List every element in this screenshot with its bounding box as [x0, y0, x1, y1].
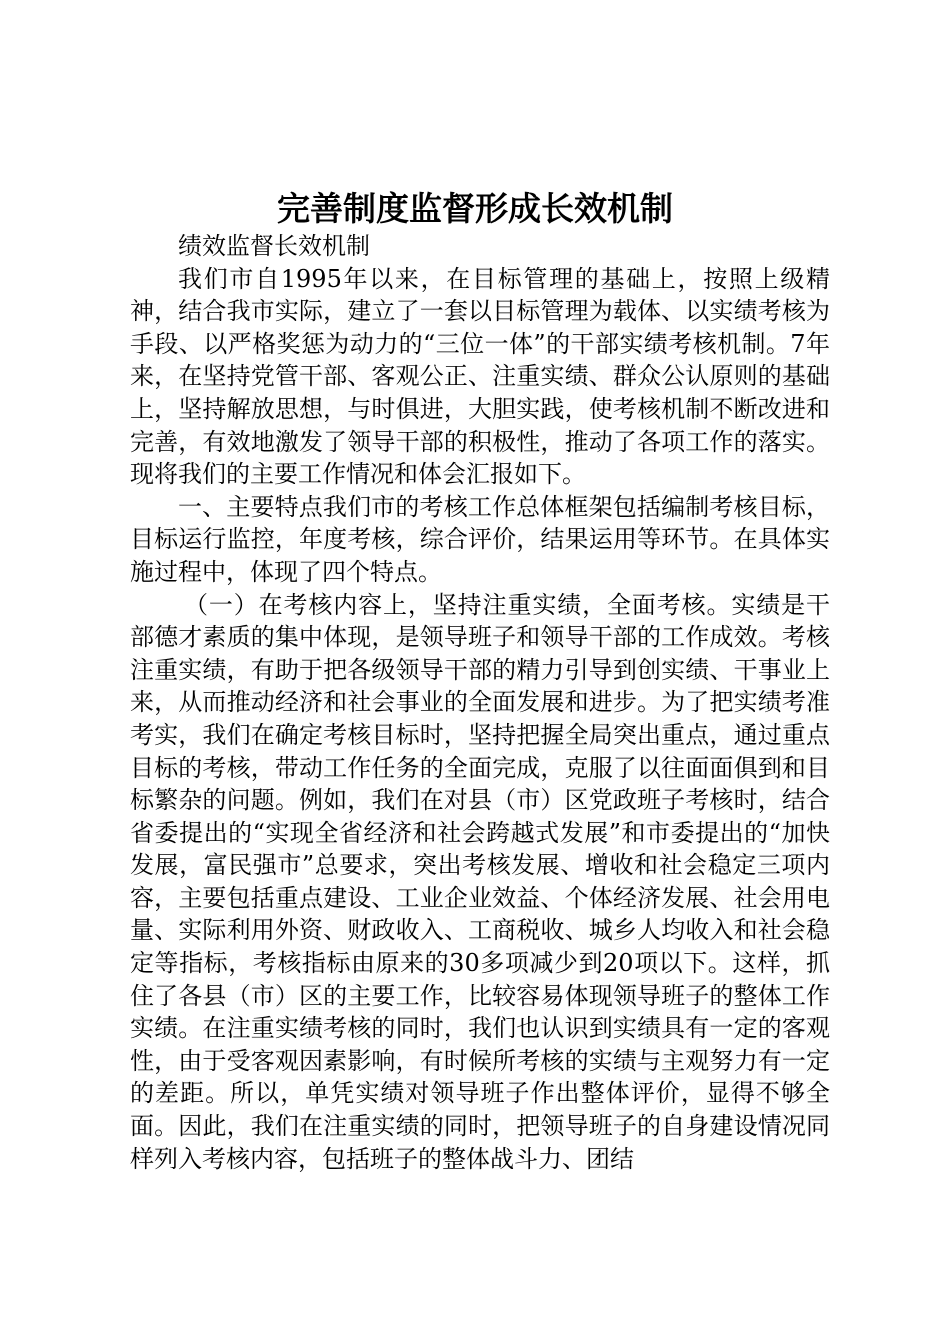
document-subtitle: 绩效监督长效机制: [178, 232, 370, 260]
paragraph-section-one: 一、主要特点我们市的考核工作总体框架包括编制考核目标，目标运行监控，年度考核，综合评价，结果运用等环节。在具体实施过程中，体现了四个特点。: [130, 492, 830, 586]
document-title: 完善制度监督形成长效机制: [277, 189, 673, 228]
paragraph-intro: 我们市自1995年以来，在目标管理的基础上，按照上级精神，结合我市实际，建立了一套以目标管理为载体、以实绩考核为手段、以严格奖惩为动力的“三位一体”的干部实绩考核机制。7年来，在坚持党管干部、客观公正、注重实绩、群众公认原则的基础上，坚持解放思想，与时俱进，大胆实践，使考核机制不断改进和完善，有效地激发了领导干部的积极性，推动了各项工作的落实。现将我们的主要工作情况和体会汇报如下。: [130, 264, 830, 489]
paragraph-subsection-one: （一）在考核内容上，坚持注重实绩，全面考核。实绩是干部德才素质的集中体现，是领导班子和领导干部的工作成效。考核注重实绩，有助于把各级领导干部的精力引导到创实绩、干事业上来，从而推动经济和社会事业的全面发展和进步。为了把实绩考准考实，我们在确定考核目标时，坚持把握全局突出重点，通过重点目标的考核，带动工作任务的全面完成，克服了以往面面俱到和目标繁杂的问题。例如，我们在对县（市）区党政班子考核时，结合省委提出的“实现全省经济和社会跨越式发展”和市委提出的“加快发展，富民强市”总要求，突出考核发展、增收和社会稳定三项内容，主要包括重点建设、工业企业效益、个体经济发展、社会用电量、实际利用外资、财政收入、工商税收、城乡人均收入和社会稳定等指标，考核指标由原来的30多项减少到20项以下。这样，抓住了各县（市）区的主要工作，比较容易体现领导班子的整体工作实绩。在注重实绩考核的同时，我们也认识到实绩具有一定的客观性，由于受客观因素影响，有时候所考核的实绩与主观努力有一定的差距。所以，单凭实绩对领导班子作出整体评价，显得不够全面。因此，我们在注重实绩的同时，把领导班子的自身建设情况同样列入考核内容，包括班子的整体战斗力、团结: [130, 590, 830, 1173]
document-body: [130, 230, 830, 1175]
